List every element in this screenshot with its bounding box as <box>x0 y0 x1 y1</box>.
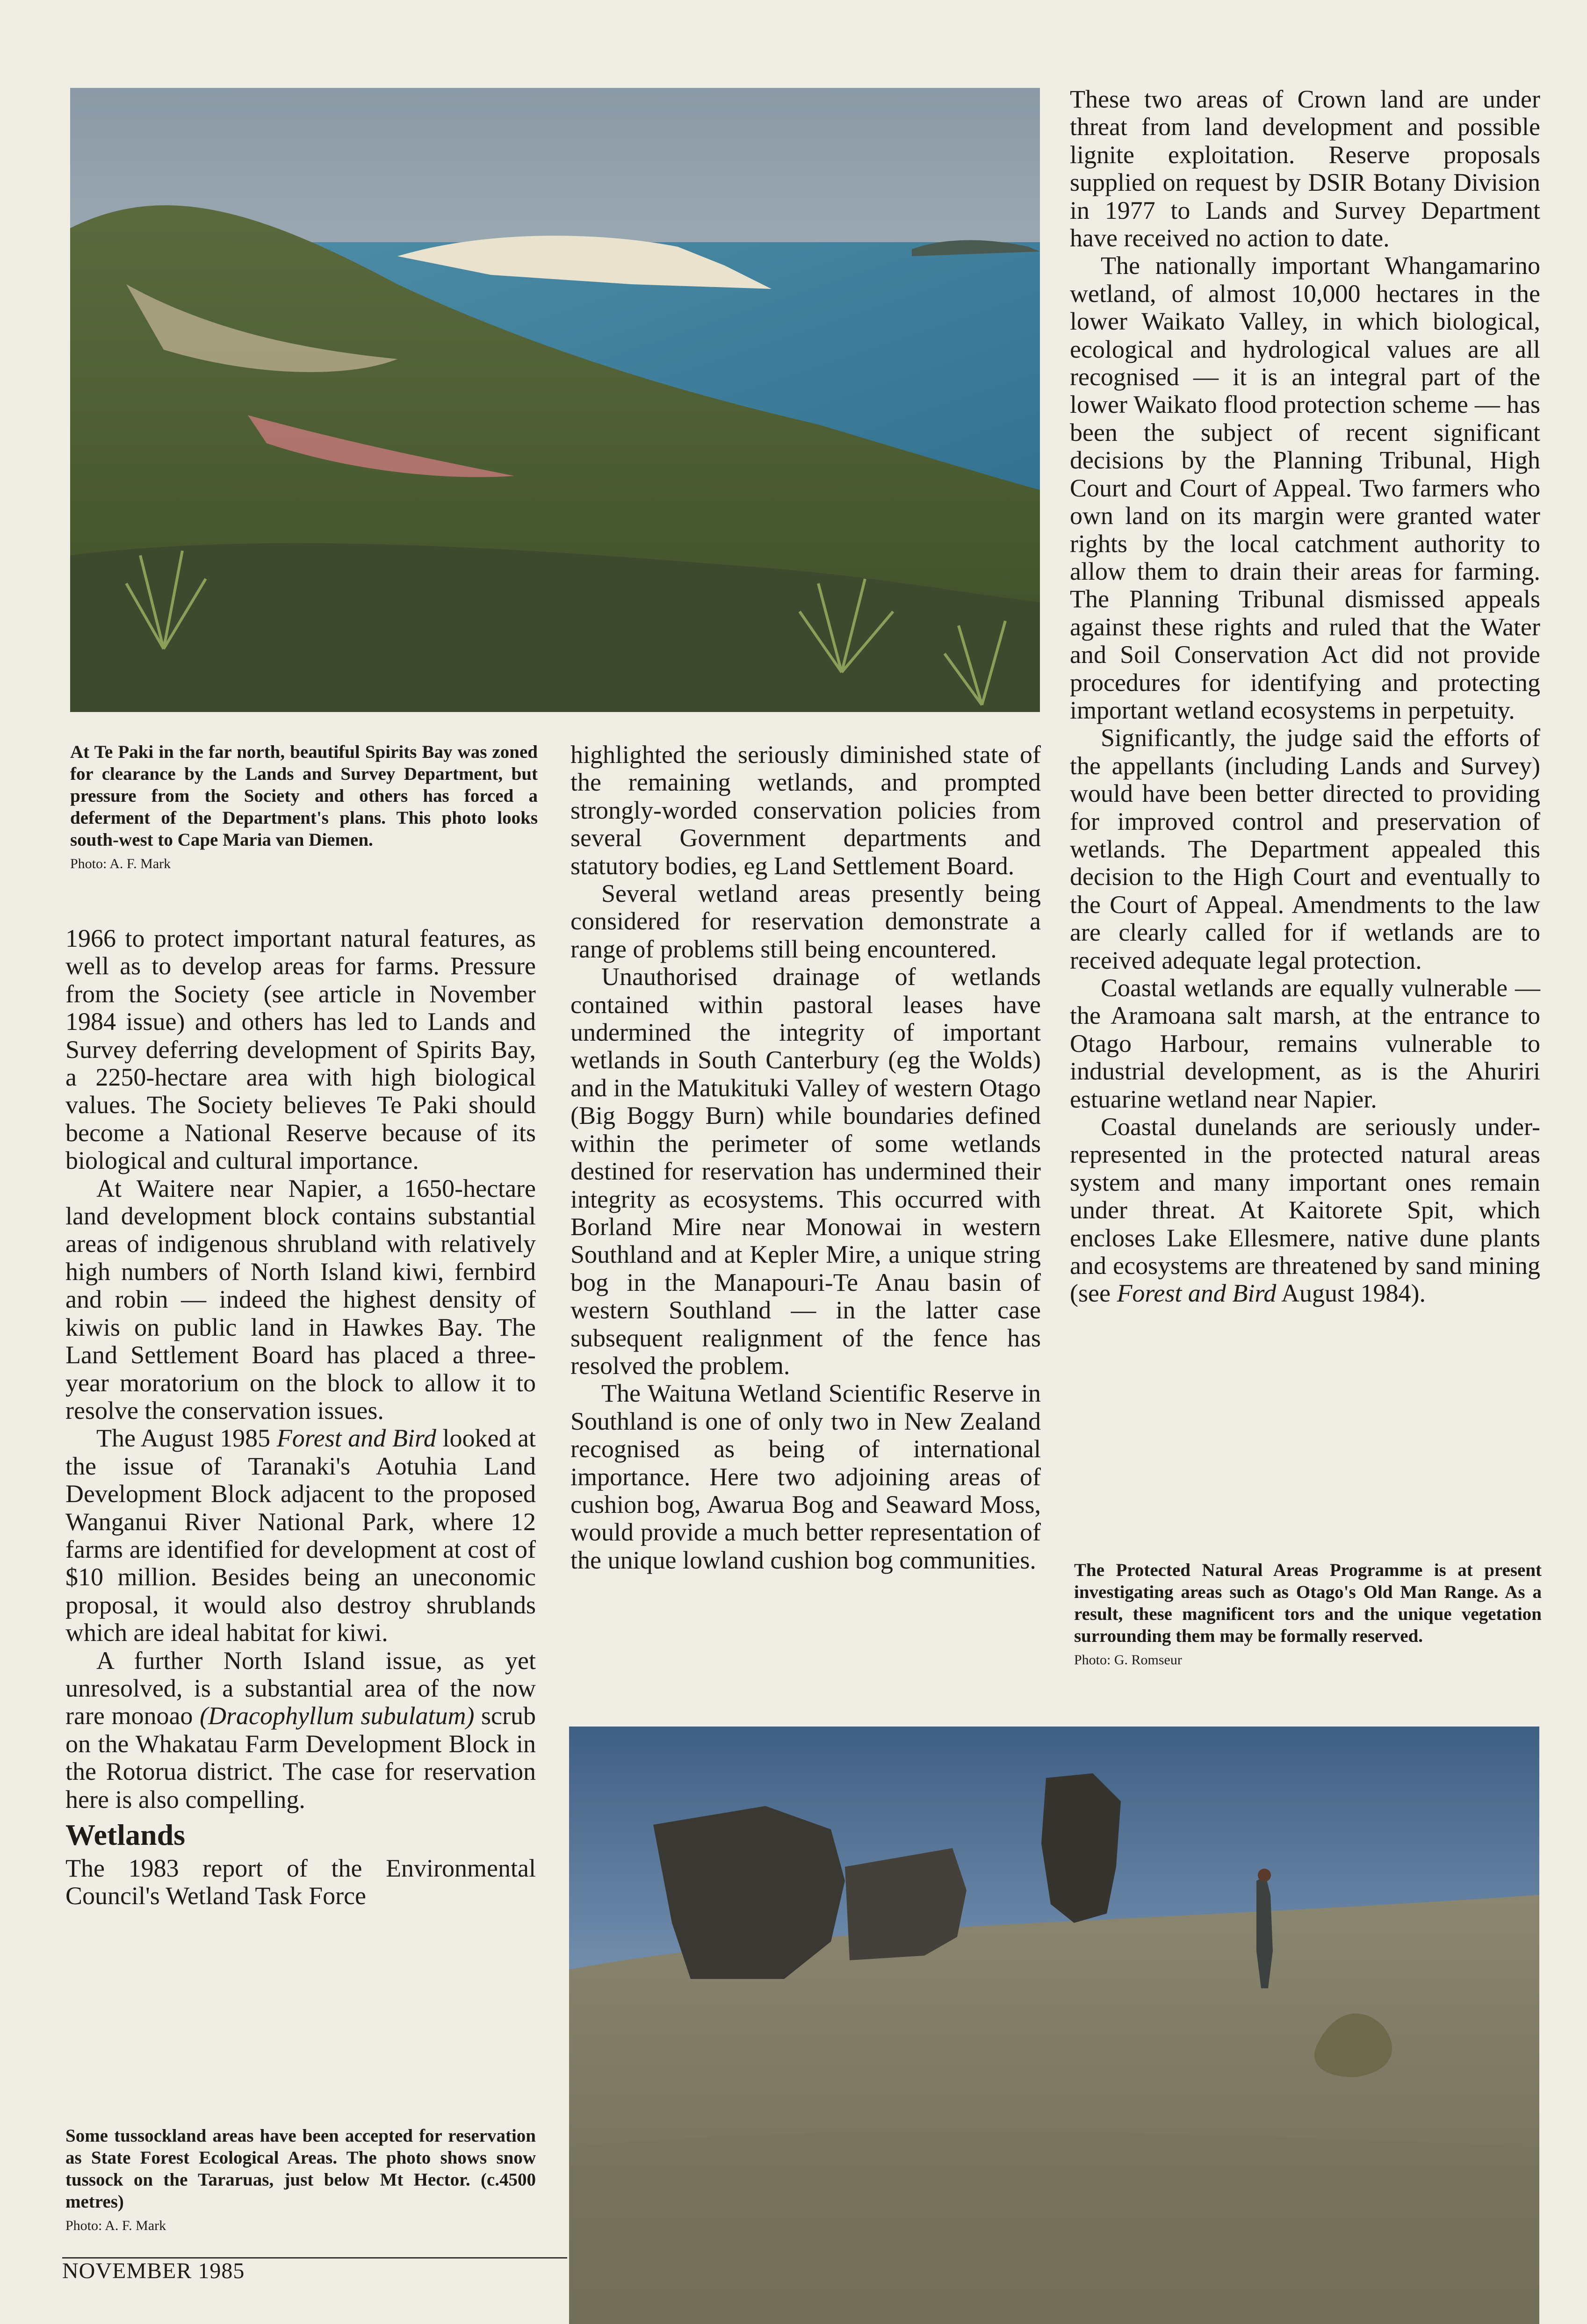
paragraph: highlighted the seriously diminished state of the remaining wetlands, and prompted strongly-worded conservation policies from several Government departments and statutory bodies, eg Land Settlement Board. <box>570 741 1041 880</box>
paragraph: Coastal wetlands are equally vulnerable — the Aramoana salt marsh, at the entrance to Otago Harbour, remains vulnerable to industrial development, as is the Ahuriri estuarine wetland near Napier. <box>1070 974 1540 1113</box>
paragraph: The nationally important Whangamarino wetland, of almost 10,000 hectares in the lower Waikato Valley, in which biological, ecological and hydrological values are all recognised — it is an integral part of the lower Waikato flood protection scheme — has been the subject of recent significant decisions by the Planning Tribunal, High Court and Court of Appeal. Two farmers who own land on its margin were granted water rights by the local catchment authority to allow them to drain their areas for farming. The Planning Tribunal dismissed appeals against these rights and ruled that the Water and Soil Conservation Act did not provide procedures for identifying and protecting important wetland ecosystems in perpetuity. <box>1070 252 1540 724</box>
caption-text: At Te Paki in the far north, beautiful Spirits Bay was zoned for clearance by the Lands and Survey Department, but pressure from the Society and others has forced a deferment of the Department's plans. This photo looks south-west to Cape Maria van Diemen. <box>70 742 538 850</box>
spirits-bay-caption <box>70 741 538 873</box>
issue-date: NOVEMBER 1985 <box>62 2259 245 2283</box>
photo-credit: Photo: G. Romseur <box>1074 1652 1182 1668</box>
column-1 <box>65 925 536 1910</box>
caption-text: The Protected Natural Areas Programme is at present investigating areas such as Otago's Old Man Range. As a result, these magnificent tors and the unique vegetation surrounding them may be formally reserved. <box>1074 1560 1542 1646</box>
spirits-bay-photo <box>70 88 1040 712</box>
section-heading: Wetlands <box>65 1818 186 1851</box>
photo-credit: Photo: A. F. Mark <box>70 856 171 871</box>
column-3 <box>1070 86 1540 1308</box>
paragraph: A further North Island issue, as yet unresolved, is a substantial area of the now rare monoao (Dracophyllum subulatum) scrub on the Whakatau Farm Development Block in the Rotorua district. The case for reservation here is also compelling. <box>65 1646 536 1813</box>
paragraph: The 1983 report of the Environmental Council's Wetland Task Force <box>65 1854 536 1910</box>
paragraph: Several wetland areas presently being considered for reservation demonstrate a range of problems still being encountered. <box>570 879 1041 963</box>
paragraph: At Waitere near Napier, a 1650-hectare land development block contains substantial areas of indigenous shrubland with relatively high numbers of North Island kiwi, fernbird and robin — indeed the highest density of kiwis on public land in Hawkes Bay. The Land Settlement Board has placed a three-year moratorium on the block to allow it to resolve the conservation issues. <box>65 1174 536 1425</box>
publication-title: Forest and Bird <box>276 1424 436 1453</box>
publication-title: Forest and Bird <box>1117 1279 1277 1308</box>
paragraph: The August 1985 Forest and Bird looked at the issue of Taranaki's Aotuhia Land Development Block adjacent to the proposed Wanganui River National Park, where 12 farms are identified for development at cost of $10 million. Besides being an uneconomic proposal, it would also destroy shrublands which are ideal habitat for kiwi. <box>65 1424 536 1647</box>
caption-text: Some tussockland areas have been accepted for reservation as State Forest Ecological Areas. The photo shows snow tussock on the Tararuas, just below Mt Hector. (c.4500 metres) <box>65 2126 536 2212</box>
old-man-range-photo <box>569 1727 1539 2324</box>
paragraph: The Waituna Wetland Scientific Reserve in Southland is one of only two in New Zealand recognised as being of international importance. Here two adjoining areas of cushion bog, Awarua Bog and Seaward Moss, would provide a much better representation of the unique lowland cushion bog communities. <box>570 1379 1041 1574</box>
photo-credit: Photo: A. F. Mark <box>65 2218 166 2233</box>
old-man-range-caption <box>1074 1559 1542 1669</box>
paragraph: 1966 to protect important natural features, as well as to develop areas for farms. Pressure from the Society (see article in November 1984 issue) and others has led to Lands and Survey deferring development of Spirits Bay, a 2250-hectare area with high biological values. The Society believes Te Paki should become a National Reserve because of its biological and cultural importance. <box>65 924 536 1175</box>
paragraph: Coastal dunelands are seriously under-represented in the protected natural areas system and many important ones remain under threat. At Kaitorete Spit, which encloses Lake Ellesmere, native dune plants and ecosystems are threatened by sand mining (see Forest and Bird August 1984). <box>1070 1113 1540 1308</box>
paragraph: Unauthorised drainage of wetlands contained within pastoral leases have undermined the integrity of important wetlands in South Canterbury (eg the Wolds) and in the Matukituki Valley of western Otago (Big Boggy Burn) while boundaries defined within the perimeter of some wetlands destined for reservation has undermined their integrity as ecosystems. This occurred with Borland Mire near Monowai in western Southland and at Kepler Mire, a unique string bog in the Manapouri-Te Anau basin of western Southland — in the latter case subsequent realignment of the fence has resolved the problem. <box>570 963 1041 1380</box>
tussock-caption <box>65 2125 536 2235</box>
paragraph: Significantly, the judge said the efforts of the appellants (including Lands and Survey) would have been better directed to providing for improved control and preservation of wetlands. The Department appealed this decision to the High Court and eventually to the Court of Appeal. Amendments to the law are clearly called for if wetlands are to received adequate legal protection. <box>1070 724 1540 974</box>
column-2 <box>570 741 1041 1574</box>
paragraph: These two areas of Crown land are under threat from land development and possible lignite exploitation. Reserve proposals supplied on request by DSIR Botany Division in 1977 to Lands and Survey Department have received no action to date. <box>1070 85 1540 252</box>
species-name: (Dracophyllum subulatum) <box>199 1702 475 1730</box>
